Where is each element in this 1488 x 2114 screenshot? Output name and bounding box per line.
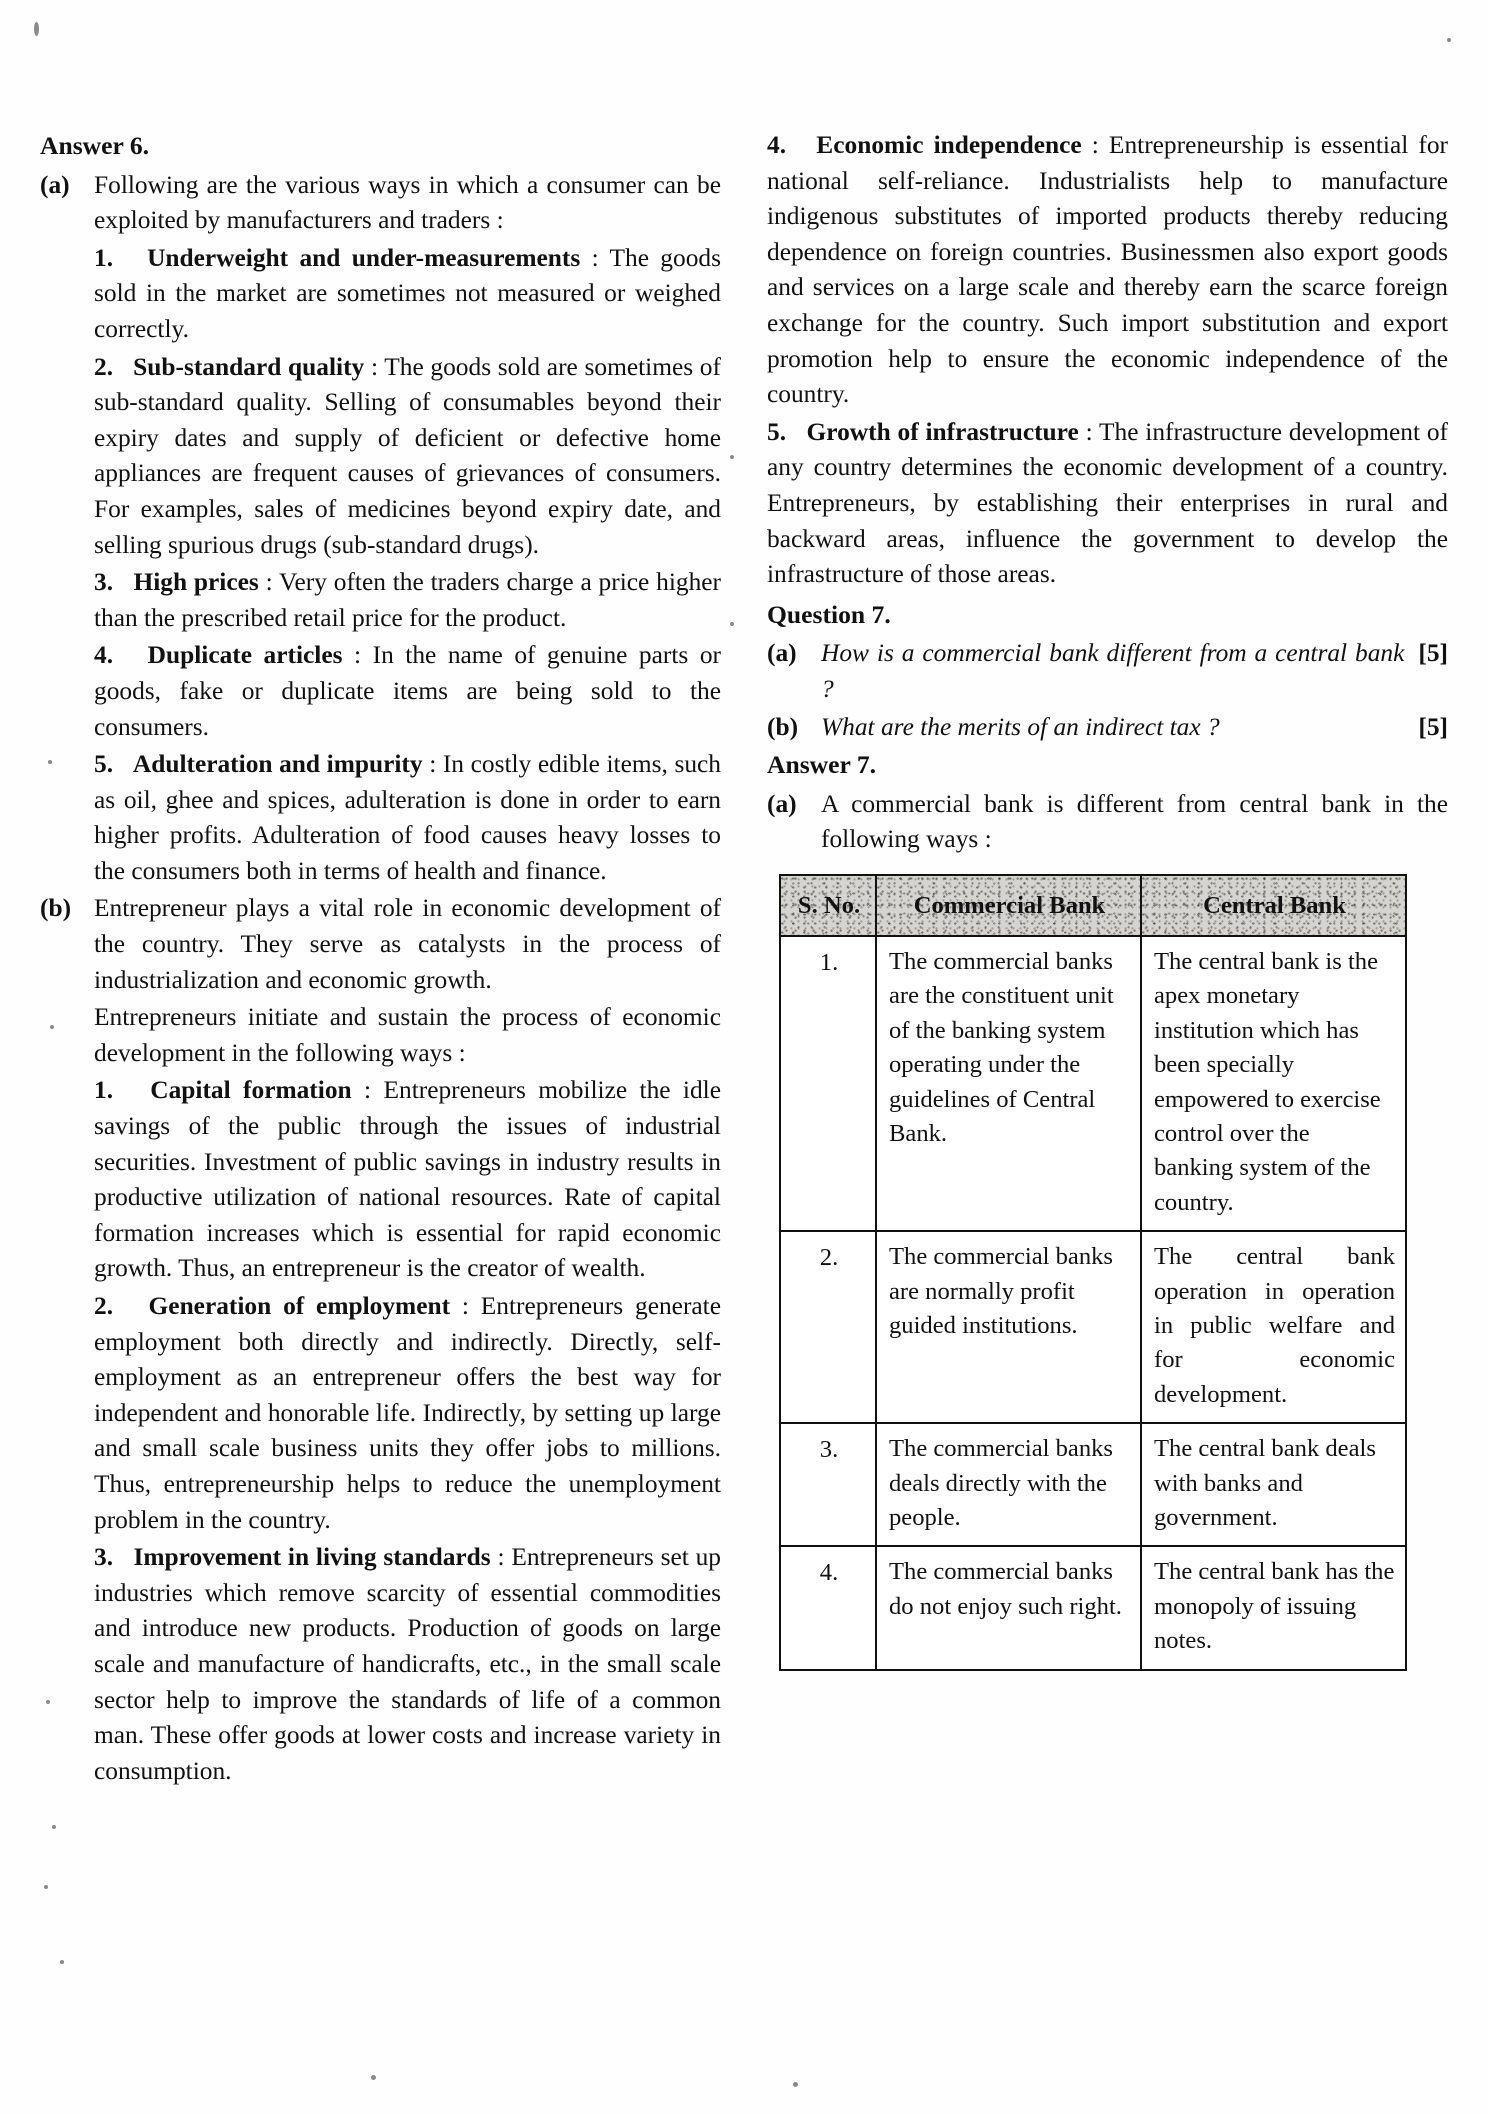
scan-artifact: [52, 1825, 56, 1829]
point-body: : The goods sold in the market are sometimes not measured or weighed correctly.: [94, 243, 721, 343]
point-title: Economic independence: [816, 131, 1082, 159]
question-7-heading: Question 7.: [767, 599, 891, 629]
answer-6b-intro-1: Entrepreneur plays a vital role in economic development of the country. They serve as catalysts in the process of industrialization and economic growth.: [94, 894, 721, 994]
scan-artifact: [793, 2082, 798, 2087]
scan-artifact: [44, 1885, 48, 1889]
answer-6-heading: Answer 6.: [40, 131, 150, 160]
column-header-commercial-bank: Commercial Bank: [876, 875, 1141, 936]
q6a-point-4: [40, 638, 721, 745]
column-header-sno: S. No.: [780, 875, 876, 936]
list-marker-a: (a): [40, 170, 70, 199]
row-number: 3.: [780, 1423, 876, 1546]
list-marker-a: (a): [767, 789, 797, 818]
answer-7-heading: Answer 7.: [767, 750, 877, 780]
cell-central-bank: The central bank is the apex monetary institution which has been specially empowered to exercise control over the banking system of the country.: [1141, 936, 1406, 1231]
table-header-row: [780, 875, 1406, 936]
answer-7a-block: [767, 787, 1448, 858]
point-number: 2.: [94, 1292, 114, 1320]
point-title: Improvement in living standards: [133, 1543, 491, 1572]
point-number: 5.: [94, 750, 114, 779]
point-body: : Entrepreneurs set up industries which remove scarcity of essential commodities and introduce new products. Production of goods on large scale and manufacture of handicrafts, etc., in the small scale sector help to improve the standards of life of a common man. These offer goods at lower costs and increase variety in consumption.: [94, 1543, 721, 1785]
list-marker-b: (b): [40, 894, 72, 923]
table-body: [780, 936, 1406, 1670]
q6b-point-5: [767, 415, 1448, 593]
answer-7a-intro: A commercial bank is different from central bank in the following ways :: [821, 789, 1448, 854]
cell-central-bank: The central bank deals with banks and government.: [1141, 1423, 1406, 1546]
column-header-central-bank: Central Bank: [1141, 875, 1406, 936]
point-body: : Entrepreneurship is essential for national self-reliance. Industrialists help to manufacture indigenous substitutes of imported products thereby reducing dependence on foreign countries. Businessmen also export goods and services on a large scale and thereby earn the scarce foreign exchange for the country. Such import substitution and export promotion help to ensure the economic independence of the country.: [767, 131, 1448, 409]
row-number: 1.: [780, 936, 876, 1231]
scan-artifact: [371, 2075, 376, 2080]
table-row: [780, 1231, 1406, 1423]
cell-commercial-bank: The commercial banks are the constituent unit of the banking system operating under the guidelines of Central Bank.: [876, 936, 1141, 1231]
point-title: Duplicate articles: [147, 641, 343, 670]
q6b-point-2: [40, 1289, 721, 1538]
scan-artifact: [1447, 38, 1451, 42]
q6b-point-3: [40, 1540, 721, 1789]
left-column: [40, 128, 721, 1791]
question-7b-text: What are the merits of an indirect tax ?: [821, 712, 1220, 741]
question-7b-marks: [5]: [1418, 712, 1448, 741]
point-body: : In costly edible items, such as oil, ghee and spices, adulteration is done in order to earn higher profits. Adulteration of food causes heavy losses to the consumers both in terms of health and finance.: [94, 750, 721, 885]
right-column: [767, 128, 1448, 1791]
q6b-point-1: [40, 1073, 721, 1287]
q6a-point-3: [40, 565, 721, 636]
point-number: 4.: [767, 131, 787, 159]
point-body: : Very often the traders charge a price higher than the prescribed retail price for the product.: [94, 568, 721, 632]
point-number: 2.: [94, 352, 114, 381]
question-7a-marks: [5]: [1418, 639, 1448, 668]
two-column-body: [40, 128, 1448, 1791]
table-row: [780, 936, 1406, 1231]
point-number: 1.: [94, 1076, 114, 1105]
question-7a-text: How is a commercial bank different from a central bank ?: [821, 639, 1405, 703]
table-header: [780, 875, 1406, 936]
point-body: : The infrastructure development of any country determines the economic development of a country. Entrepreneurs, by establishing their enterprises in rural and backward areas, influence the government to develop the infrastructure of those areas.: [767, 417, 1448, 589]
answer-6a-intro: Following are the various ways in which a consumer can be exploited by manufacturers and traders :: [94, 170, 721, 235]
cell-commercial-bank: The commercial banks deals directly with the people.: [876, 1423, 1141, 1546]
q6b-point-4: [767, 128, 1448, 413]
question-7a: [767, 636, 1448, 707]
point-number: 5.: [767, 417, 787, 446]
point-title: Capital formation: [150, 1076, 352, 1105]
row-number: 2.: [780, 1231, 876, 1423]
point-title: Sub-standard quality: [133, 352, 365, 381]
cell-central-bank: The central bank has the monopoly of issuing notes.: [1141, 1546, 1406, 1669]
table-row: [780, 1423, 1406, 1546]
q6a-point-5: [40, 747, 721, 889]
cell-commercial-bank: The commercial banks do not enjoy such right.: [876, 1546, 1141, 1669]
point-title: Adulteration and impurity: [132, 750, 423, 779]
point-title: Underweight and under-measurements: [147, 243, 581, 272]
scan-artifact: [34, 22, 39, 36]
point-body: : In the name of genuine parts or goods, fake or duplicate items are being sold to the consumers.: [94, 641, 721, 741]
point-title: Growth of infrastructure: [806, 417, 1079, 446]
cell-central-bank: The central bank operation in operation in public welfare and for economic development.: [1141, 1231, 1406, 1423]
list-marker-b: (b): [767, 712, 799, 741]
point-body: : The goods sold are sometimes of sub-standard quality. Selling of consumables beyond their expiry dates and supply of deficient or defective home appliances are frequent causes of grievances of consumers. For examples, sales of medicines beyond expiry date, and selling spurious drugs (sub-standard drugs).: [94, 352, 721, 559]
list-marker-a: (a): [767, 639, 797, 668]
question-7b: [767, 710, 1448, 746]
point-title: High prices: [133, 568, 259, 597]
answer-6b-block: [40, 891, 721, 1071]
point-body: : Entrepreneurs generate employment both directly and indirectly. Directly, self-employment as an entrepreneur offers the best way for independent and honorable life. Indirectly, by setting up large and small scale business units they offer jobs to millions. Thus, entrepreneurship helps to reduce the unemployment problem in the country.: [94, 1292, 721, 1534]
point-number: 1.: [94, 243, 114, 272]
point-number: 4.: [94, 641, 114, 670]
bank-comparison-table: [779, 874, 1407, 1671]
point-title: Generation of employment: [148, 1292, 451, 1320]
scan-artifact: [60, 1960, 64, 1964]
point-number: 3.: [94, 568, 114, 597]
table-row: [780, 1546, 1406, 1669]
answer-6a-block: [40, 168, 721, 239]
point-number: 3.: [94, 1543, 114, 1572]
point-body: : Entrepreneurs mobilize the idle savings of the public through the issues of industrial securities. Investment of public savings in industry results in productive utilization of national resources. Rate of capital formation increases which is essential for rapid economic growth. Thus, an entrepreneur is the creator of wealth.: [94, 1076, 722, 1283]
q6a-point-2: [40, 350, 721, 564]
row-number: 4.: [780, 1546, 876, 1669]
q6a-point-1: [40, 241, 721, 348]
answer-6b-intro-2: Entrepreneurs initiate and sustain the process of economic development in the following ways :: [94, 1003, 721, 1067]
cell-commercial-bank: The commercial banks are normally profit guided institutions.: [876, 1231, 1141, 1423]
